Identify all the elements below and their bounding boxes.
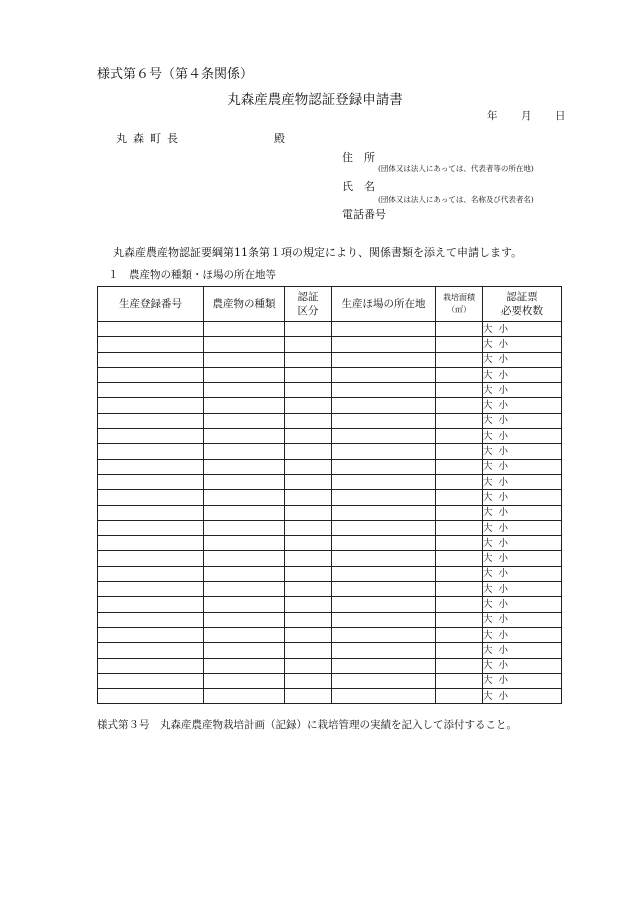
table-row	[98, 597, 562, 612]
cell-crop-type[interactable]	[204, 673, 285, 688]
cell-area[interactable]	[436, 398, 483, 413]
size-large-label[interactable]: 大	[483, 338, 493, 350]
size-large-label[interactable]: 大	[483, 476, 493, 488]
size-large-label[interactable]: 大	[483, 568, 493, 580]
cell-cert-class[interactable]	[285, 367, 332, 382]
size-large-label[interactable]: 大	[483, 690, 493, 702]
size-small-label[interactable]: 小	[498, 568, 509, 580]
cell-sticker-size[interactable]	[483, 444, 562, 459]
cell-sticker-size[interactable]	[483, 520, 562, 535]
table-row	[98, 643, 562, 658]
size-small-label[interactable]: 小	[498, 491, 509, 503]
cell-area[interactable]	[436, 429, 483, 444]
cell-cert-class[interactable]	[285, 582, 332, 597]
size-small-label[interactable]: 小	[498, 446, 509, 458]
table-row	[98, 398, 562, 413]
section-heading: １ 農産物の種類・ほ場の所在地等	[108, 269, 276, 281]
cell-field-location[interactable]	[332, 597, 436, 612]
table-row	[98, 474, 562, 489]
cell-area[interactable]	[436, 597, 483, 612]
size-large-label[interactable]: 大	[483, 384, 493, 396]
cell-field-location[interactable]	[332, 490, 436, 505]
cell-crop-type[interactable]	[204, 490, 285, 505]
cell-reg-no[interactable]	[98, 658, 204, 673]
size-small-label[interactable]: 小	[498, 415, 509, 427]
cell-area[interactable]	[436, 444, 483, 459]
cell-field-location[interactable]	[332, 582, 436, 597]
header-area: 栽培面積 （㎡）	[436, 287, 483, 322]
cell-crop-type[interactable]	[204, 352, 285, 367]
cell-crop-type[interactable]	[204, 474, 285, 489]
cell-cert-class[interactable]	[285, 643, 332, 658]
cell-sticker-size[interactable]	[483, 643, 562, 658]
size-small-label[interactable]: 小	[498, 644, 509, 656]
size-large-label[interactable]: 大	[483, 660, 493, 672]
cell-field-location[interactable]	[332, 322, 436, 337]
cell-crop-type[interactable]	[204, 597, 285, 612]
cell-reg-no[interactable]	[98, 673, 204, 688]
size-large-label[interactable]: 大	[483, 491, 493, 503]
cell-sticker-size[interactable]	[483, 582, 562, 597]
cell-area[interactable]	[436, 520, 483, 535]
cell-reg-no[interactable]	[98, 367, 204, 382]
cell-field-location[interactable]	[332, 566, 436, 581]
cell-reg-no[interactable]	[98, 551, 204, 566]
cell-cert-class[interactable]	[285, 627, 332, 642]
cell-reg-no[interactable]	[98, 474, 204, 489]
cell-crop-type[interactable]	[204, 337, 285, 352]
cell-sticker-size[interactable]	[483, 658, 562, 673]
cell-field-location[interactable]	[332, 474, 436, 489]
honorific: 殿	[274, 132, 285, 145]
cell-field-location[interactable]	[332, 337, 436, 352]
cell-sticker-size[interactable]	[483, 367, 562, 382]
cell-sticker-size[interactable]	[483, 689, 562, 704]
size-large-label[interactable]: 大	[483, 430, 493, 442]
addressee: 丸森町長	[116, 132, 184, 145]
date-month-label: 月	[521, 110, 532, 122]
size-small-label[interactable]: 小	[498, 461, 509, 473]
table-row	[98, 337, 562, 352]
size-small-label[interactable]: 小	[498, 354, 509, 366]
size-small-label[interactable]: 小	[498, 537, 509, 549]
size-large-label[interactable]: 大	[483, 507, 493, 519]
cell-sticker-size[interactable]	[483, 612, 562, 627]
cell-reg-no[interactable]	[98, 337, 204, 352]
size-small-label[interactable]: 小	[498, 553, 509, 565]
table-row	[98, 673, 562, 688]
table-row	[98, 383, 562, 398]
cell-sticker-size[interactable]	[483, 322, 562, 337]
cell-area[interactable]	[436, 658, 483, 673]
size-large-label[interactable]: 大	[483, 553, 493, 565]
cell-reg-no[interactable]	[98, 597, 204, 612]
cell-sticker-size[interactable]	[483, 474, 562, 489]
cell-field-location[interactable]	[332, 520, 436, 535]
cell-reg-no[interactable]	[98, 444, 204, 459]
cell-reg-no[interactable]	[98, 520, 204, 535]
size-large-label[interactable]: 大	[483, 461, 493, 473]
cell-sticker-size[interactable]	[483, 429, 562, 444]
cell-reg-no[interactable]	[98, 566, 204, 581]
cell-sticker-size[interactable]	[483, 459, 562, 474]
cell-reg-no[interactable]	[98, 689, 204, 704]
cell-sticker-size[interactable]	[483, 551, 562, 566]
cell-cert-class[interactable]	[285, 337, 332, 352]
table-row	[98, 551, 562, 566]
cell-field-location[interactable]	[332, 673, 436, 688]
table-row	[98, 413, 562, 428]
cell-field-location[interactable]	[332, 689, 436, 704]
cell-reg-no[interactable]	[98, 413, 204, 428]
size-small-label[interactable]: 小	[498, 583, 509, 595]
cell-reg-no[interactable]	[98, 398, 204, 413]
size-large-label[interactable]: 大	[483, 400, 493, 412]
cell-cert-class[interactable]	[285, 658, 332, 673]
cell-cert-class[interactable]	[285, 352, 332, 367]
cell-area[interactable]	[436, 643, 483, 658]
cell-area[interactable]	[436, 474, 483, 489]
table-row	[98, 459, 562, 474]
cell-crop-type[interactable]	[204, 413, 285, 428]
document-title: 丸森産農産物認証登録申請書	[227, 92, 403, 108]
cell-area[interactable]	[436, 551, 483, 566]
cell-area[interactable]	[436, 383, 483, 398]
size-large-label[interactable]: 大	[483, 446, 493, 458]
cell-crop-type[interactable]	[204, 398, 285, 413]
cell-area[interactable]	[436, 459, 483, 474]
cell-cert-class[interactable]	[285, 536, 332, 551]
cell-sticker-size[interactable]	[483, 490, 562, 505]
cell-cert-class[interactable]	[285, 322, 332, 337]
size-large-label[interactable]: 大	[483, 583, 493, 595]
cell-crop-type[interactable]	[204, 612, 285, 627]
cell-sticker-size[interactable]	[483, 505, 562, 520]
size-small-label[interactable]: 小	[498, 614, 509, 626]
table-row	[98, 367, 562, 382]
cell-sticker-size[interactable]	[483, 566, 562, 581]
cell-field-location[interactable]	[332, 643, 436, 658]
cell-crop-type[interactable]	[204, 459, 285, 474]
cell-crop-type[interactable]	[204, 505, 285, 520]
size-large-label[interactable]: 大	[483, 644, 493, 656]
size-small-label[interactable]: 小	[498, 384, 509, 396]
cell-field-location[interactable]	[332, 551, 436, 566]
cell-crop-type[interactable]	[204, 322, 285, 337]
cell-crop-type[interactable]	[204, 689, 285, 704]
cell-field-location[interactable]	[332, 429, 436, 444]
cell-reg-no[interactable]	[98, 490, 204, 505]
cell-field-location[interactable]	[332, 658, 436, 673]
size-small-label[interactable]: 小	[498, 690, 509, 702]
size-small-label[interactable]: 小	[498, 323, 509, 335]
cell-reg-no[interactable]	[98, 643, 204, 658]
table-row	[98, 536, 562, 551]
cell-sticker-size[interactable]	[483, 413, 562, 428]
table-row	[98, 352, 562, 367]
cell-field-location[interactable]	[332, 367, 436, 382]
cell-crop-type[interactable]	[204, 367, 285, 382]
cell-sticker-size[interactable]	[483, 337, 562, 352]
cell-crop-type[interactable]	[204, 627, 285, 642]
cell-area[interactable]	[436, 413, 483, 428]
cell-reg-no[interactable]	[98, 612, 204, 627]
size-small-label[interactable]: 小	[498, 476, 509, 488]
cell-crop-type[interactable]	[204, 520, 285, 535]
cell-area[interactable]	[436, 673, 483, 688]
cell-field-location[interactable]	[332, 383, 436, 398]
size-large-label[interactable]: 大	[483, 629, 493, 641]
cell-cert-class[interactable]	[285, 383, 332, 398]
table-row	[98, 444, 562, 459]
cell-field-location[interactable]	[332, 413, 436, 428]
cell-field-location[interactable]	[332, 444, 436, 459]
size-small-label[interactable]: 小	[498, 338, 509, 350]
header-reg-no: 生産登録番号	[98, 287, 204, 322]
cell-crop-type[interactable]	[204, 566, 285, 581]
cell-crop-type[interactable]	[204, 383, 285, 398]
table-row	[98, 520, 562, 535]
cell-reg-no[interactable]	[98, 505, 204, 520]
size-large-label[interactable]: 大	[483, 354, 493, 366]
cell-reg-no[interactable]	[98, 627, 204, 642]
size-small-label[interactable]: 小	[498, 660, 509, 672]
phone-label: 電話番号	[342, 208, 386, 221]
size-large-label[interactable]: 大	[483, 415, 493, 427]
cell-cert-class[interactable]	[285, 474, 332, 489]
footer-note: 様式第３号 丸森産農産物栽培計画（記録）に栽培管理の実績を記入して添付すること。	[97, 719, 517, 731]
cell-reg-no[interactable]	[98, 383, 204, 398]
cell-area[interactable]	[436, 566, 483, 581]
size-small-label[interactable]: 小	[498, 629, 509, 641]
table-row	[98, 505, 562, 520]
size-small-label[interactable]: 小	[498, 507, 509, 519]
cell-area[interactable]	[436, 367, 483, 382]
table-row	[98, 566, 562, 581]
cell-area[interactable]	[436, 612, 483, 627]
size-large-label[interactable]: 大	[483, 614, 493, 626]
table-header-row	[98, 287, 562, 322]
cell-reg-no[interactable]	[98, 322, 204, 337]
cell-sticker-size[interactable]	[483, 383, 562, 398]
table-row	[98, 658, 562, 673]
cell-area[interactable]	[436, 490, 483, 505]
size-large-label[interactable]: 大	[483, 598, 493, 610]
cell-reg-no[interactable]	[98, 536, 204, 551]
cell-area[interactable]	[436, 627, 483, 642]
cell-area[interactable]	[436, 689, 483, 704]
cell-cert-class[interactable]	[285, 689, 332, 704]
cell-cert-class[interactable]	[285, 429, 332, 444]
cell-reg-no[interactable]	[98, 582, 204, 597]
table-row	[98, 612, 562, 627]
cell-reg-no[interactable]	[98, 459, 204, 474]
cell-cert-class[interactable]	[285, 520, 332, 535]
cell-field-location[interactable]	[332, 536, 436, 551]
cell-area[interactable]	[436, 536, 483, 551]
cell-field-location[interactable]	[332, 505, 436, 520]
size-small-label[interactable]: 小	[498, 400, 509, 412]
cell-area[interactable]	[436, 505, 483, 520]
address-label: 住 所	[342, 151, 375, 164]
cell-cert-class[interactable]	[285, 459, 332, 474]
crop-registration-table	[97, 286, 562, 704]
size-large-label[interactable]: 大	[483, 323, 493, 335]
cell-cert-class[interactable]	[285, 413, 332, 428]
cell-cert-class[interactable]	[285, 398, 332, 413]
cell-field-location[interactable]	[332, 627, 436, 642]
cell-cert-class[interactable]	[285, 505, 332, 520]
cell-sticker-size[interactable]	[483, 597, 562, 612]
name-note: (団体又は法人にあっては、名称及び代表者名)	[378, 195, 534, 204]
cell-reg-no[interactable]	[98, 429, 204, 444]
date-year-label: 年	[487, 110, 498, 122]
header-stickers: 認証票 必要枚数	[483, 287, 562, 322]
name-label: 氏 名	[342, 180, 375, 193]
cell-field-location[interactable]	[332, 352, 436, 367]
cell-sticker-size[interactable]	[483, 673, 562, 688]
table-row	[98, 322, 562, 337]
cell-sticker-size[interactable]	[483, 398, 562, 413]
size-small-label[interactable]: 小	[498, 522, 509, 534]
cell-field-location[interactable]	[332, 612, 436, 627]
cell-reg-no[interactable]	[98, 352, 204, 367]
table-row	[98, 627, 562, 642]
cell-crop-type[interactable]	[204, 429, 285, 444]
cell-area[interactable]	[436, 322, 483, 337]
size-small-label[interactable]: 小	[498, 369, 509, 381]
cell-sticker-size[interactable]	[483, 536, 562, 551]
cell-sticker-size[interactable]	[483, 352, 562, 367]
cell-cert-class[interactable]	[285, 612, 332, 627]
cell-area[interactable]	[436, 337, 483, 352]
size-small-label[interactable]: 小	[498, 675, 509, 687]
size-small-label[interactable]: 小	[498, 598, 509, 610]
size-small-label[interactable]: 小	[498, 430, 509, 442]
cell-cert-class[interactable]	[285, 566, 332, 581]
table-row	[98, 429, 562, 444]
cell-crop-type[interactable]	[204, 582, 285, 597]
cell-area[interactable]	[436, 352, 483, 367]
header-cert-class: 認証 区分	[285, 287, 332, 322]
size-large-label[interactable]: 大	[483, 537, 493, 549]
cell-crop-type[interactable]	[204, 536, 285, 551]
size-large-label[interactable]: 大	[483, 675, 493, 687]
application-statement: 丸森産農産物認証要綱第11条第１項の規定により、関係書類を添えて申請します。	[113, 246, 523, 259]
form-number: 様式第６号（第４条関係）	[97, 67, 254, 82]
size-large-label[interactable]: 大	[483, 522, 493, 534]
table-row	[98, 490, 562, 505]
cell-cert-class[interactable]	[285, 551, 332, 566]
address-note: (団体又は法人にあっては、代表者等の所在地)	[378, 164, 534, 173]
size-large-label[interactable]: 大	[483, 369, 493, 381]
header-field-location: 生産ほ場の所在地	[332, 287, 436, 322]
cell-cert-class[interactable]	[285, 490, 332, 505]
cell-sticker-size[interactable]	[483, 627, 562, 642]
date-day-label: 日	[555, 110, 566, 122]
header-crop-type: 農産物の種類	[204, 287, 285, 322]
table-row	[98, 689, 562, 704]
cell-crop-type[interactable]	[204, 658, 285, 673]
cell-crop-type[interactable]	[204, 444, 285, 459]
table-row	[98, 582, 562, 597]
cell-crop-type[interactable]	[204, 643, 285, 658]
cell-field-location[interactable]	[332, 459, 436, 474]
cell-cert-class[interactable]	[285, 444, 332, 459]
cell-cert-class[interactable]	[285, 597, 332, 612]
cell-crop-type[interactable]	[204, 551, 285, 566]
cell-area[interactable]	[436, 582, 483, 597]
cell-field-location[interactable]	[332, 398, 436, 413]
cell-cert-class[interactable]	[285, 673, 332, 688]
